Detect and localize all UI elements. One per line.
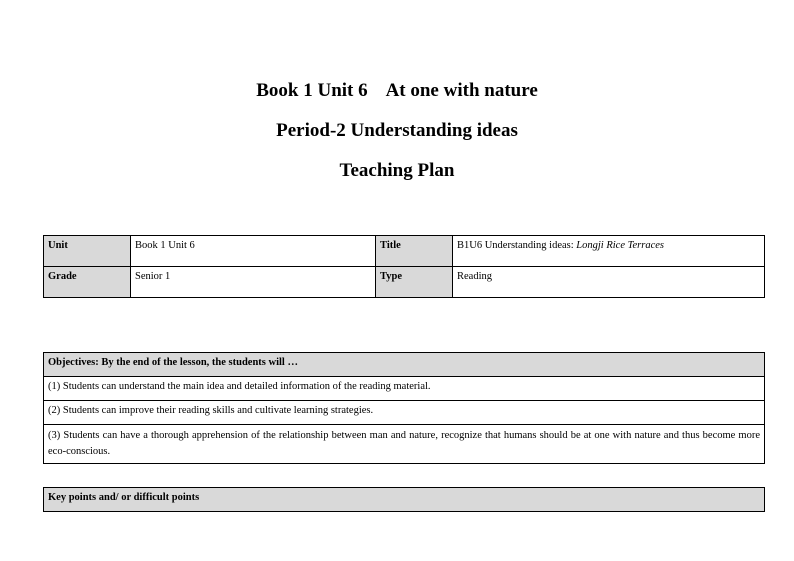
objectives-header: Objectives: By the end of the lesson, the students will … bbox=[44, 353, 765, 377]
title-value bbox=[453, 236, 765, 267]
grade-label: Grade bbox=[44, 267, 131, 298]
key-points-header: Key points and/ or difficult points bbox=[44, 488, 765, 512]
doc-title-line-2: Period-2 Understanding ideas bbox=[276, 120, 518, 141]
unit-label: Unit bbox=[44, 236, 131, 267]
info-table bbox=[43, 235, 765, 298]
title-value-text: B1U6 Understanding ideas: bbox=[457, 240, 577, 251]
title-value-italic: Longji Rice Terraces bbox=[576, 240, 664, 251]
type-label: Type bbox=[376, 267, 453, 298]
key-points-table bbox=[43, 487, 765, 512]
objectives-table bbox=[43, 352, 765, 464]
type-value: Reading bbox=[453, 267, 765, 298]
unit-value: Book 1 Unit 6 bbox=[131, 236, 376, 267]
objective-item-1: (1) Students can understand the main idea and detailed information of the reading material. bbox=[44, 377, 765, 401]
objective-item-2: (2) Students can improve their reading skills and cultivate learning strategies. bbox=[44, 401, 765, 425]
doc-title-line-3: Teaching Plan bbox=[339, 160, 455, 181]
doc-title-line-1: Book 1 Unit 6 At one with nature bbox=[256, 80, 538, 101]
objective-item-3: (3) Students can have a thorough apprehension of the relationship between man and nature, recognize that humans should be at one with nature and thus become more eco-conscious. bbox=[44, 425, 765, 464]
grade-value: Senior 1 bbox=[131, 267, 376, 298]
title-label: Title bbox=[376, 236, 453, 267]
